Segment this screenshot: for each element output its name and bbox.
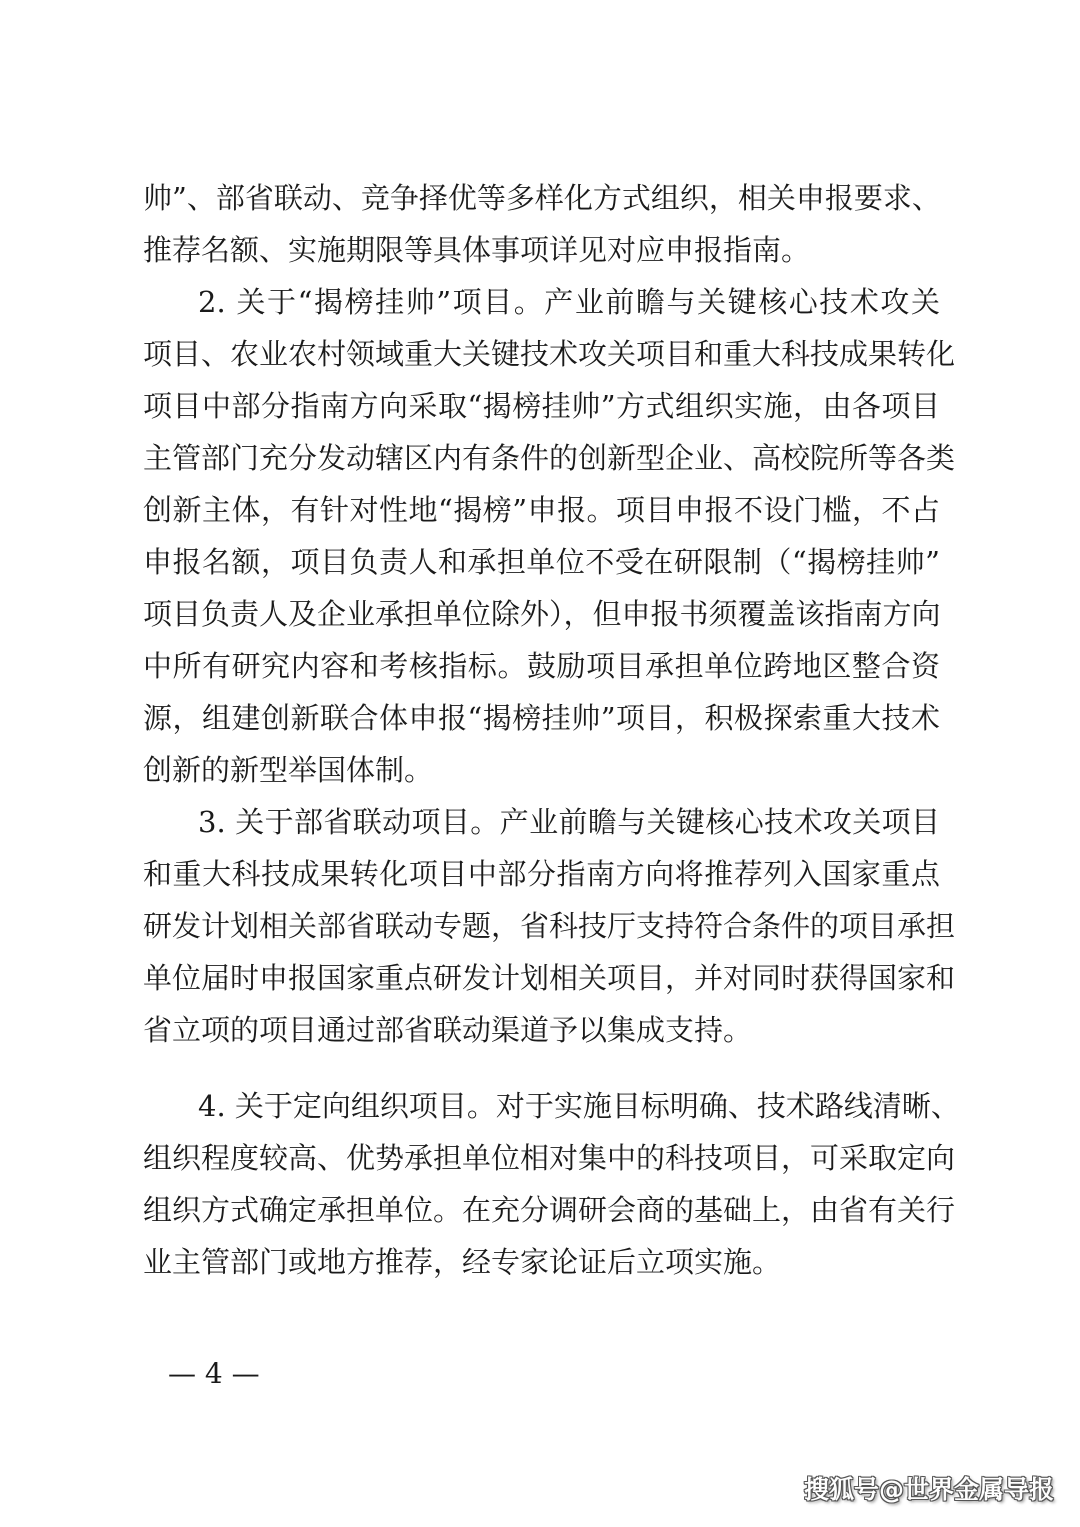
text-line: 项目中部分指南方向采取“揭榜挂帅”方式组织实施，由各项目 — [143, 389, 940, 423]
paragraph-heading-line: 3. 关于部省联动项目。产业前瞻与关键核心技术攻关项目 — [198, 805, 940, 839]
text-line: 推荐名额、实施期限等具体事项详见对应申报指南。 — [143, 233, 811, 267]
text-line: 组织方式确定承担单位。在充分调研会商的基础上，由省有关行 — [143, 1193, 956, 1227]
text-line: 帅”、部省联动、竞争择优等多样化方式组织，相关申报要求、 — [143, 181, 941, 215]
text-line: 主管部门充分发动辖区内有条件的创新型企业、高校院所等各类 — [143, 441, 956, 475]
paragraph-heading-line: 2. 关于“揭榜挂帅”项目。产业前瞻与关键核心技术攻关 — [198, 285, 940, 319]
text-line: 中所有研究内容和考核指标。鼓励项目承担单位跨地区整合资 — [143, 649, 940, 683]
text-line: 单位届时申报国家重点研发计划相关项目，并对同时获得国家和 — [143, 961, 956, 995]
text-line: 组织程度较高、优势承担单位相对集中的科技项目，可采取定向 — [143, 1141, 956, 1175]
paragraph-heading-line: 4. 关于定向组织项目。对于实施目标明确、技术路线清晰、 — [198, 1089, 960, 1123]
text-line: 研发计划相关部省联动专题，省科技厅支持符合条件的项目承担 — [143, 909, 956, 943]
text-line: 项目、农业农村领域重大关键技术攻关项目和重大科技成果转化 — [143, 337, 956, 371]
watermark: 搜狐号@世界金属导报 — [803, 1475, 1054, 1504]
text-line: 项目负责人及企业承担单位除外），但申报书须覆盖该指南方向 — [143, 597, 941, 631]
text-line: 申报名额，项目负责人和承担单位不受在研限制（“揭榜挂帅” — [143, 545, 940, 579]
page-number: — 4 — — [168, 1357, 260, 1390]
text-line: 和重大科技成果转化项目中部分指南方向将推荐列入国家重点 — [143, 857, 940, 891]
text-line: 创新的新型举国体制。 — [143, 753, 434, 787]
text-line: 业主管部门或地方推荐，经专家论证后立项实施。 — [143, 1245, 782, 1279]
text-line: 省立项的项目通过部省联动渠道予以集成支持。 — [143, 1013, 753, 1047]
text-line: 创新主体，有针对性地“揭榜”申报。项目申报不设门槛，不占 — [143, 493, 940, 527]
text-line: 源，组建创新联合体申报“揭榜挂帅”项目，积极探索重大技术 — [143, 701, 940, 735]
